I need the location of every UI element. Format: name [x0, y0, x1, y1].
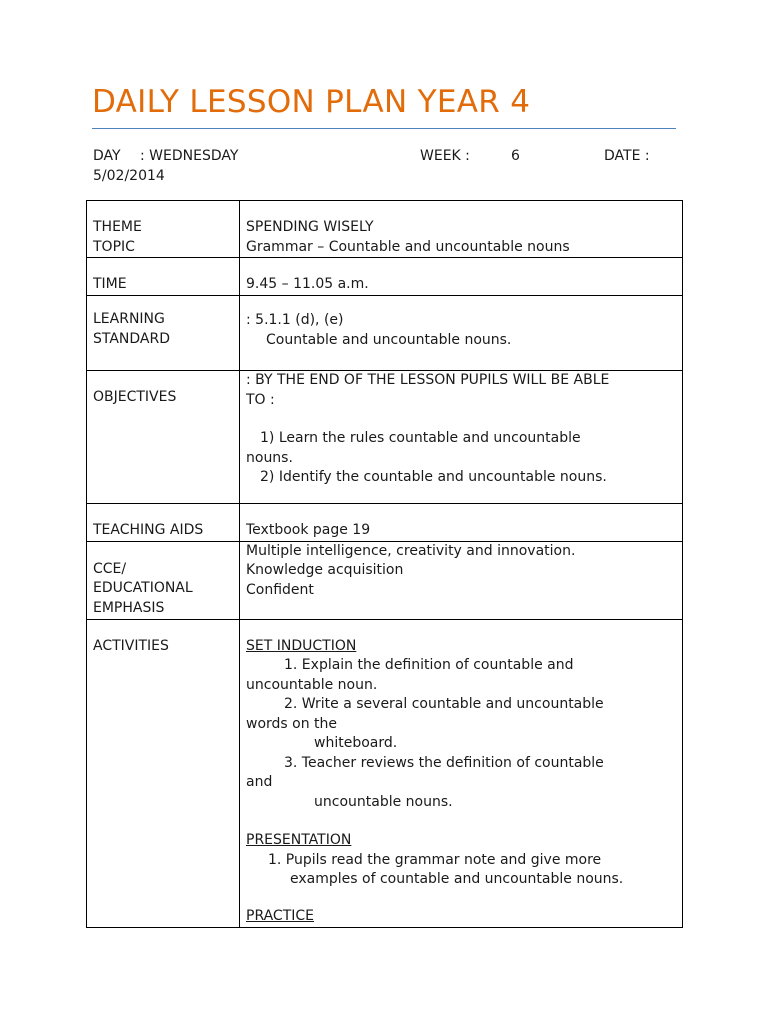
cce-label-3: EMPHASIS	[93, 599, 165, 616]
objectives-intro-2: TO :	[246, 391, 275, 408]
title-divider	[92, 128, 676, 129]
set-induction-item-1b: uncountable noun.	[246, 676, 378, 693]
set-induction-item-1a: 1. Explain the definition of countable and	[284, 657, 574, 673]
set-induction-item-3a: 3. Teacher reviews the definition of countable	[284, 754, 604, 771]
objectives-intro-1: : BY THE END OF THE LESSON PUPILS WILL BE ABLE	[246, 372, 610, 388]
teaching-aids-label: TEACHING AIDS	[93, 522, 204, 538]
table-row-activities	[87, 619, 683, 927]
cce-label-1: CCE/	[93, 560, 127, 577]
objective-item-1b: nouns.	[246, 449, 293, 466]
set-induction-item-2a: 2. Write a several countable and uncountable	[284, 696, 604, 712]
table-row-theme	[87, 201, 683, 258]
objectives-label: OBJECTIVES	[93, 389, 177, 405]
week-value: 6	[511, 148, 520, 164]
date-value: 5/02/2014	[93, 168, 165, 184]
cce-line-3: Confident	[246, 581, 314, 598]
presentation-heading: PRESENTATION	[246, 832, 352, 848]
date-label: DATE :	[604, 148, 650, 164]
activities-label: ACTIVITIES	[93, 637, 169, 654]
set-induction-item-3b: and	[246, 774, 273, 790]
presentation-item-1a: 1. Pupils read the grammar note and give more	[268, 851, 602, 868]
learning-standard-code: : 5.1.1 (d), (e)	[246, 312, 344, 328]
table-row-objectives	[87, 371, 683, 504]
week-label: WEEK :	[420, 148, 470, 164]
theme-label: THEME	[93, 219, 142, 235]
day-value: : WEDNESDAY	[140, 148, 239, 164]
set-induction-item-2b: words on the	[246, 715, 338, 732]
cce-line-2: Knowledge acquisition	[246, 562, 404, 578]
cce-line-1: Multiple intelligence, creativity and innovation.	[246, 542, 576, 559]
topic-value: Grammar – Countable and uncountable nouns	[246, 238, 570, 255]
time-label: TIME	[93, 276, 127, 292]
presentation-item-1b: examples of countable and uncountable nouns.	[290, 871, 624, 887]
objective-item-1a: 1) Learn the rules countable and uncountable	[260, 430, 581, 446]
learning-standard-desc: Countable and uncountable nouns.	[266, 331, 512, 348]
teaching-aids-value: Textbook page 19	[246, 522, 371, 538]
learning-standard-label-2: STANDARD	[93, 330, 171, 347]
topic-label: TOPIC	[93, 238, 135, 255]
page-title: DAILY LESSON PLAN YEAR 4	[92, 84, 531, 120]
objective-item-2: 2) Identify the countable and uncountable nouns.	[260, 469, 607, 485]
table-row-time	[87, 258, 683, 296]
practice-heading: PRACTICE	[246, 907, 315, 924]
day-label: DAY	[93, 148, 121, 164]
table-row-cce	[87, 541, 683, 619]
table-row-teaching-aids	[87, 504, 683, 542]
cce-label-2: EDUCATIONAL	[93, 580, 193, 596]
time-value: 9.45 – 11.05 a.m.	[246, 276, 369, 292]
theme-value: SPENDING WISELY	[246, 219, 374, 235]
set-induction-heading: SET INDUCTION	[246, 637, 357, 654]
table-row-learning-standard	[87, 296, 683, 371]
learning-standard-label-1: LEARNING	[93, 311, 165, 327]
set-induction-item-3c: uncountable nouns.	[314, 793, 453, 810]
lesson-plan-table	[86, 200, 683, 928]
set-induction-item-2c: whiteboard.	[314, 735, 398, 751]
